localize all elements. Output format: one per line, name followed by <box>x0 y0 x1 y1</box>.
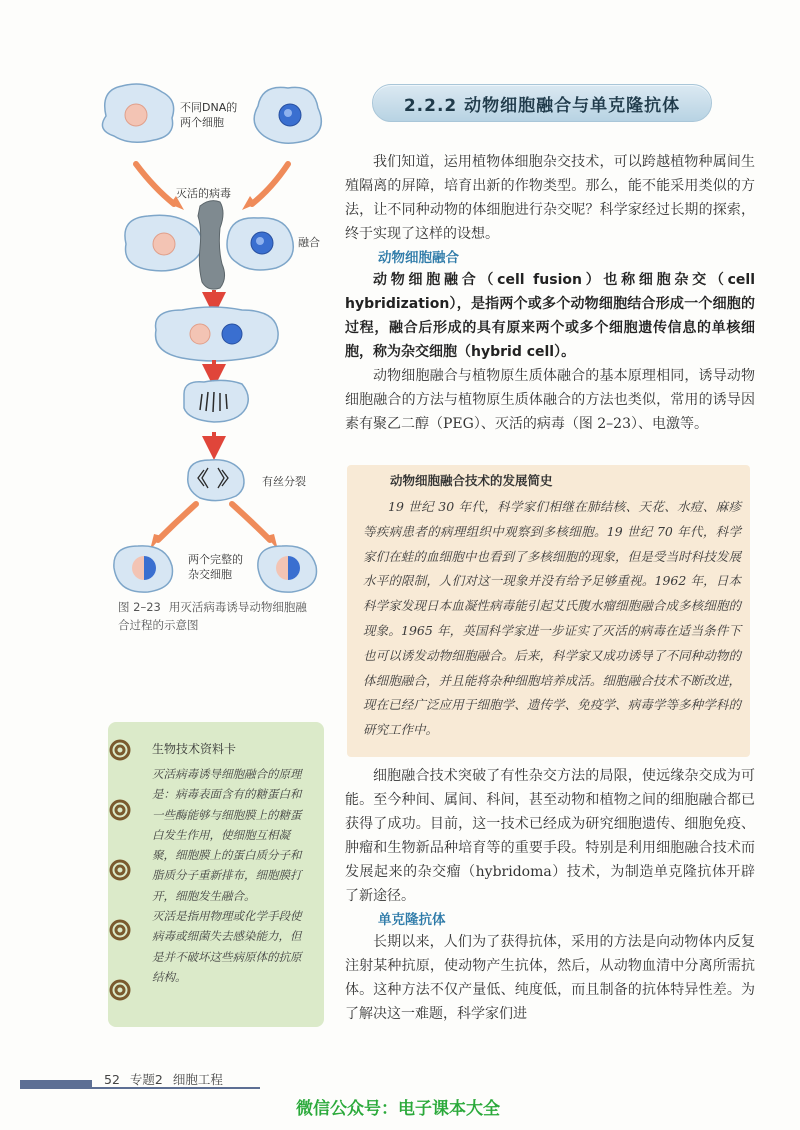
cell-right-top <box>254 87 321 143</box>
chapter-label: 专题2 <box>129 1072 163 1087</box>
card-title: 生物技术资料卡 <box>152 742 237 756</box>
cell-mitosis <box>188 460 244 501</box>
figure-caption-text: 用灭活病毒诱导动物细胞融合过程的示意图 <box>118 600 307 632</box>
principle-paragraph <box>345 364 755 436</box>
cell-left-fusing <box>125 215 203 271</box>
fusion-diagram-graphic <box>92 78 332 598</box>
card-text-principle: 灭活病毒诱导细胞融合的原理是：病毒表面含有的糖蛋白和一些酶能够与细胞膜上的糖蛋白发生作用，使细胞互相凝聚，细胞膜上的蛋白质分子和脂质分子重新排布，细胞膜打开，细胞发生融合。 <box>152 767 302 903</box>
intro-paragraph <box>345 150 755 246</box>
breakthrough-text: 细胞融合技术突破了有性杂交方法的局限，使远缘杂交成为可能。至今种间、属间、科间，甚至动物和植物之间的细胞融合都已获得了成功。目前，这一技术已经成为研究细胞遗传、细胞免疫、肿瘤和生物新品种培育等的重要手段。特别是利用细胞融合技术而发展起来的杂交瘤（hybridoma）技术，为制造单克隆抗体开辟了新途径。 <box>345 768 755 904</box>
section-title-banner <box>372 84 712 122</box>
subhead-monoclonal-antibody: 单克隆抗体 <box>378 912 446 928</box>
label-different-dna: 不同DNA的 两个细胞 <box>180 101 238 129</box>
figure-number: 图 2–23 <box>118 600 161 614</box>
principle-text: 动物细胞融合与植物原生质体融合的基本原理相同，诱导动物细胞融合的方法与植物原生质体融合的方法也类似，常用的诱导因素有聚乙二醇（PEG）、灭活的病毒（图 2–23）、电激等。 <box>345 368 755 432</box>
card-text-inactivation: 灭活是指用物理或化学手段使病毒或细菌失去感染能力，但是并不破坏这些病原体的抗原结构。 <box>152 909 302 984</box>
label-inactivated-virus: 灭活的病毒 <box>176 187 231 200</box>
footer-bar <box>20 1080 92 1089</box>
cell-left-top <box>102 84 173 142</box>
arrow-curve-left <box>136 164 174 204</box>
inactivated-virus <box>198 201 225 289</box>
chapter-title: 细胞工程 <box>172 1072 223 1087</box>
hybrid-cell-right <box>258 546 317 592</box>
breakthrough-paragraph <box>345 764 755 908</box>
figure-caption <box>118 598 318 634</box>
intro-text: 我们知道，运用植物体细胞杂交技术，可以跨越植物种属间生殖隔离的屏障，培育出新的作物类型。那么，能不能采用类似的方法，让不同种动物的体细胞进行杂交呢？科学家经过长期的探索，终于实现了这样的设想。 <box>345 154 755 242</box>
biotech-data-card <box>108 722 324 1027</box>
history-text: 19 世纪 30 年代，科学家们相继在肺结核、天花、水痘、麻疹等疾病患者的病理组织中观察到多核细胞。19 世纪 70 年代，科学家们在蛙的血细胞中也看到了多核细胞的现象，但是受当时科技发展水平的限制，人们对这一现象并没有给予足够重视。1962 年，日本科学家发现日本血凝性病毒能引起艾氏腹水瘤细胞融合成多核细胞的现象。1965 年，英国科学家进一步证实了灭活的病毒在适当条件下也可以诱发动物细胞融合。后来，科学家又成功诱导了不同种动物的体细胞融合，并且能将杂种细胞培养成活。细胞融合技术不断改进，现在已经广泛应用于细胞学、遗传学、免疫学、病毒学等多种学科的研究工作中。 <box>363 499 741 738</box>
fused-cell-two-nuclei <box>156 307 279 361</box>
card-text <box>152 764 310 987</box>
binder-rings-icon <box>108 730 148 1020</box>
history-title: 动物细胞融合技术的发展简史 <box>390 473 553 488</box>
label-fusion: 融合 <box>298 236 320 249</box>
hybrid-cell-left <box>114 546 173 592</box>
arrow-curve-down-right <box>232 504 270 540</box>
mab-paragraph <box>345 930 755 1026</box>
section-title: 2.2.2 动物细胞融合与单克隆抗体 <box>403 95 681 116</box>
history-text-block <box>363 495 741 743</box>
arrow-curve-down-left <box>158 504 196 540</box>
fusion-diagram <box>92 78 332 638</box>
definition-paragraph <box>345 268 755 364</box>
subhead-cell-fusion: 动物细胞融合 <box>378 250 459 266</box>
watermark: 微信公众号：电子课本大全 <box>296 1099 500 1119</box>
page-number: 52 <box>104 1072 120 1087</box>
label-hybrid-cells: 两个完整的 杂交细胞 <box>188 553 243 581</box>
definition-text: 动物细胞融合（cell fusion）也称细胞杂交（cell hybridization），是指两个或多个动物细胞结合形成一个细胞的过程，融合后形成的具有原来两个或多个细胞遗传信息的单核细胞，称为杂交细胞（hybrid cell）。 <box>345 272 755 360</box>
mab-text: 长期以来，人们为了获得抗体，采用的方法是向动物体内反复注射某种抗原，使动物产生抗体，然后，从动物血清中分离所需抗体。这种方法不仅产量低、纯度低，而且制备的抗体特异性差。为了解决这一难题，科学家们进 <box>345 934 755 1022</box>
footer <box>104 1070 223 1088</box>
history-box <box>347 465 750 757</box>
arrow-curve-right <box>252 164 288 204</box>
label-mitosis: 有丝分裂 <box>262 475 306 488</box>
cell-right-fusing <box>227 218 293 270</box>
cell-chromosomes <box>184 380 248 422</box>
